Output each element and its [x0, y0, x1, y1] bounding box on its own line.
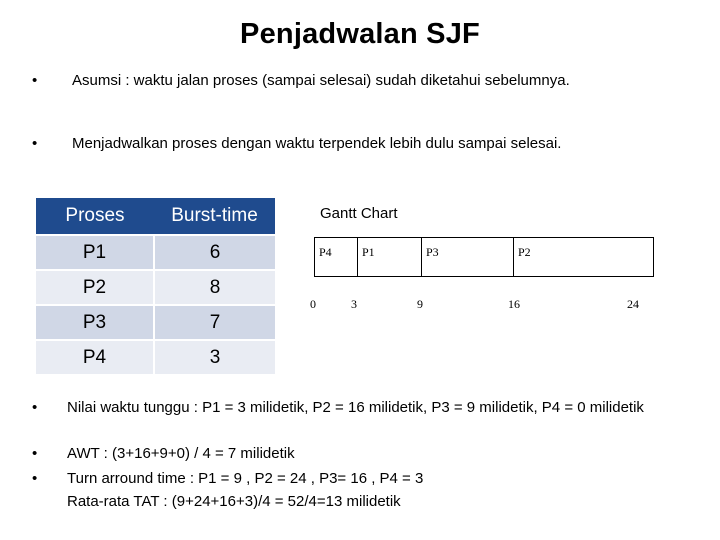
bullet-text: Rata-rata TAT : (9+24+16+3)/4 = 52/4=13 milidetik [67, 493, 401, 510]
bullet-dot: • [32, 399, 38, 416]
table-row [36, 340, 275, 374]
table-row [36, 305, 275, 340]
gantt-tick: 9 [417, 297, 423, 311]
gantt-bar [314, 237, 654, 277]
bullet-dot: • [32, 135, 38, 152]
table-cell-burst: 3 [154, 340, 275, 374]
bullet-dot: • [32, 445, 38, 462]
gantt-segment-p3: P3 [421, 238, 513, 276]
table-header-row [36, 198, 275, 235]
table-cell-burst: 7 [154, 305, 275, 340]
column-header-proses: Proses [36, 198, 154, 235]
gantt-chart-title: Gantt Chart [320, 205, 398, 222]
gantt-segment-p4: P4 [319, 245, 332, 259]
table-cell-process: P2 [36, 270, 154, 305]
bullet-text: Nilai waktu tunggu : P1 = 3 milidetik, P2 = 16 milidetik, P3 = 9 milidetik, P4 = 0 milidetik [67, 399, 644, 416]
gantt-tick: 24 [627, 297, 639, 311]
table-cell-burst: 8 [154, 270, 275, 305]
table-cell-process: P3 [36, 305, 154, 340]
table-cell-process: P4 [36, 340, 154, 374]
gantt-segment-p2: P2 [513, 238, 654, 276]
table-cell-process: P1 [36, 235, 154, 270]
table-row [36, 235, 275, 270]
bullet-text: Turn arround time : P1 = 9 , P2 = 24 , P3= 16 , P4 = 3 [67, 470, 424, 487]
bullet-dot: • [32, 72, 38, 89]
gantt-tick: 3 [351, 297, 357, 311]
bullet-text: Asumsi : waktu jalan proses (sampai selesai) sudah diketahui sebelumnya. [72, 72, 570, 89]
column-header-burst-time: Burst-time [154, 198, 275, 235]
table-row [36, 270, 275, 305]
gantt-tick: 16 [508, 297, 520, 311]
process-table [36, 198, 275, 374]
gantt-segment-p1: P1 [357, 238, 421, 276]
bullet-text: AWT : (3+16+9+0) / 4 = 7 milidetik [67, 445, 295, 462]
gantt-tick: 0 [310, 297, 316, 311]
bullet-text: Menjadwalkan proses dengan waktu terpendek lebih dulu sampai selesai. [72, 135, 562, 152]
bullet-dot: • [32, 470, 38, 487]
slide-title: Penjadwalan SJF [240, 18, 480, 50]
table-cell-burst: 6 [154, 235, 275, 270]
